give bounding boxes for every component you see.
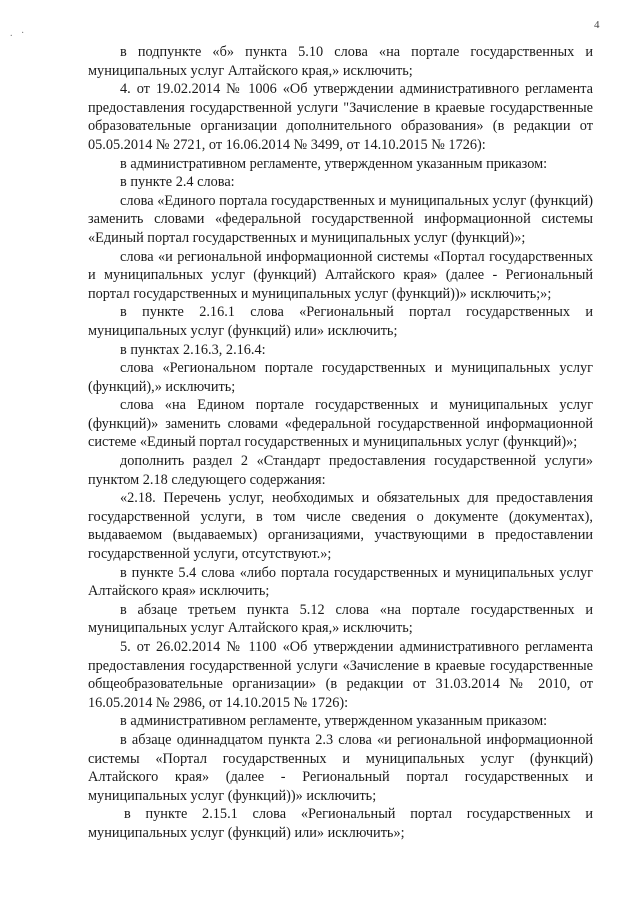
paragraph: в подпункте «б» пункта 5.10 слова «на портале государственных и муниципальных услуг Алтайского края,» исключить; (88, 44, 593, 79)
margin-marks: . · (10, 28, 28, 39)
page-number: 4 (594, 19, 600, 31)
document-body (88, 43, 593, 843)
paragraph: слова «Региональном портале государственных и муниципальных услуг (функций),» исключить; (88, 360, 593, 395)
paragraph: в пункте 2.4 слова: (120, 174, 235, 191)
paragraph: дополнить раздел 2 «Стандарт предоставления государственной услуги» пунктом 2.18 следующего содержания: (88, 453, 593, 488)
paragraph: слова «и региональной информационной системы «Портал государственных и муниципальных услуг (функций) Алтайского края» (далее - Региональный портал государственных и муниципальных услуг (функций))» исключить;»; (88, 248, 593, 302)
paragraph: в административном регламенте, утвержденном указанным приказом: (120, 155, 548, 172)
paragraph: 4. от 19.02.2014 № 1006 «Об утверждении административного регламента предоставления государственной услуги "Зачисление в краевые государственные образовательные организации дополнительного образования» (в редакции от 05.05.2014 № 2721, от 16.06.2014 № 3499, от 14.10.2015 № 1726): (88, 81, 593, 153)
paragraph: слова «на Едином портале государственных и муниципальных услуг (функций)» заменить словами «федеральной государственной информационной системе «Единый портал государственных и муниципальных услуг (функций)»; (88, 397, 593, 451)
paragraph: в пунктах 2.16.3, 2.16.4: (120, 341, 266, 358)
paragraph: слова «Единого портала государственных и муниципальных услуг (функций) заменить словами «федеральной государственной информационной системы «Единый портал государственных и муниципальных услуг (функций)»; (88, 192, 593, 246)
paragraph: в абзаце третьем пункта 5.12 слова «на портале государственных и муниципальных услуг Алтайского края,» исключить; (88, 601, 593, 637)
paragraph: в пункте 2.15.1 слова «Региональный портал государственных и муниципальных услуг (функций) или» исключить»; (88, 806, 593, 841)
paragraph: в пункте 5.4 слова «либо портала государственных и муниципальных услуг Алтайского края» исключить; (88, 564, 593, 600)
paragraph: в административном регламенте, утвержденном указанным приказом: (120, 713, 548, 730)
paragraph: в абзаце одиннадцатом пункта 2.3 слова «и региональной информационной системы «Портал государственных и муниципальных услуг (функций) Алтайского края» (далее - Региональный портал государственных и муниципальных услуг (функций))» исключить; (88, 731, 593, 804)
paragraph: «2.18. Перечень услуг, необходимых и обязательных для предоставления государственной услуги, в том числе сведения о документе (документах), выдаваемом (выдаваемых) организациями, участвующими в предоставлении государственной услуги, отсутствуют.»; (88, 490, 593, 563)
paragraph: 5. от 26.02.2014 № 1100 «Об утверждении административного регламента предоставления государственной услуги «Зачисление в краевые государственные общеобразовательные организации» (в редакции от 31.03.2014 № 2010, от 16.05.2014 № 2986, от 14.10.2015 № 1726): (88, 639, 593, 711)
paragraph: в пункте 2.16.1 слова «Региональный портал государственных и муниципальных услуг (функций) или» исключить; (88, 304, 593, 339)
